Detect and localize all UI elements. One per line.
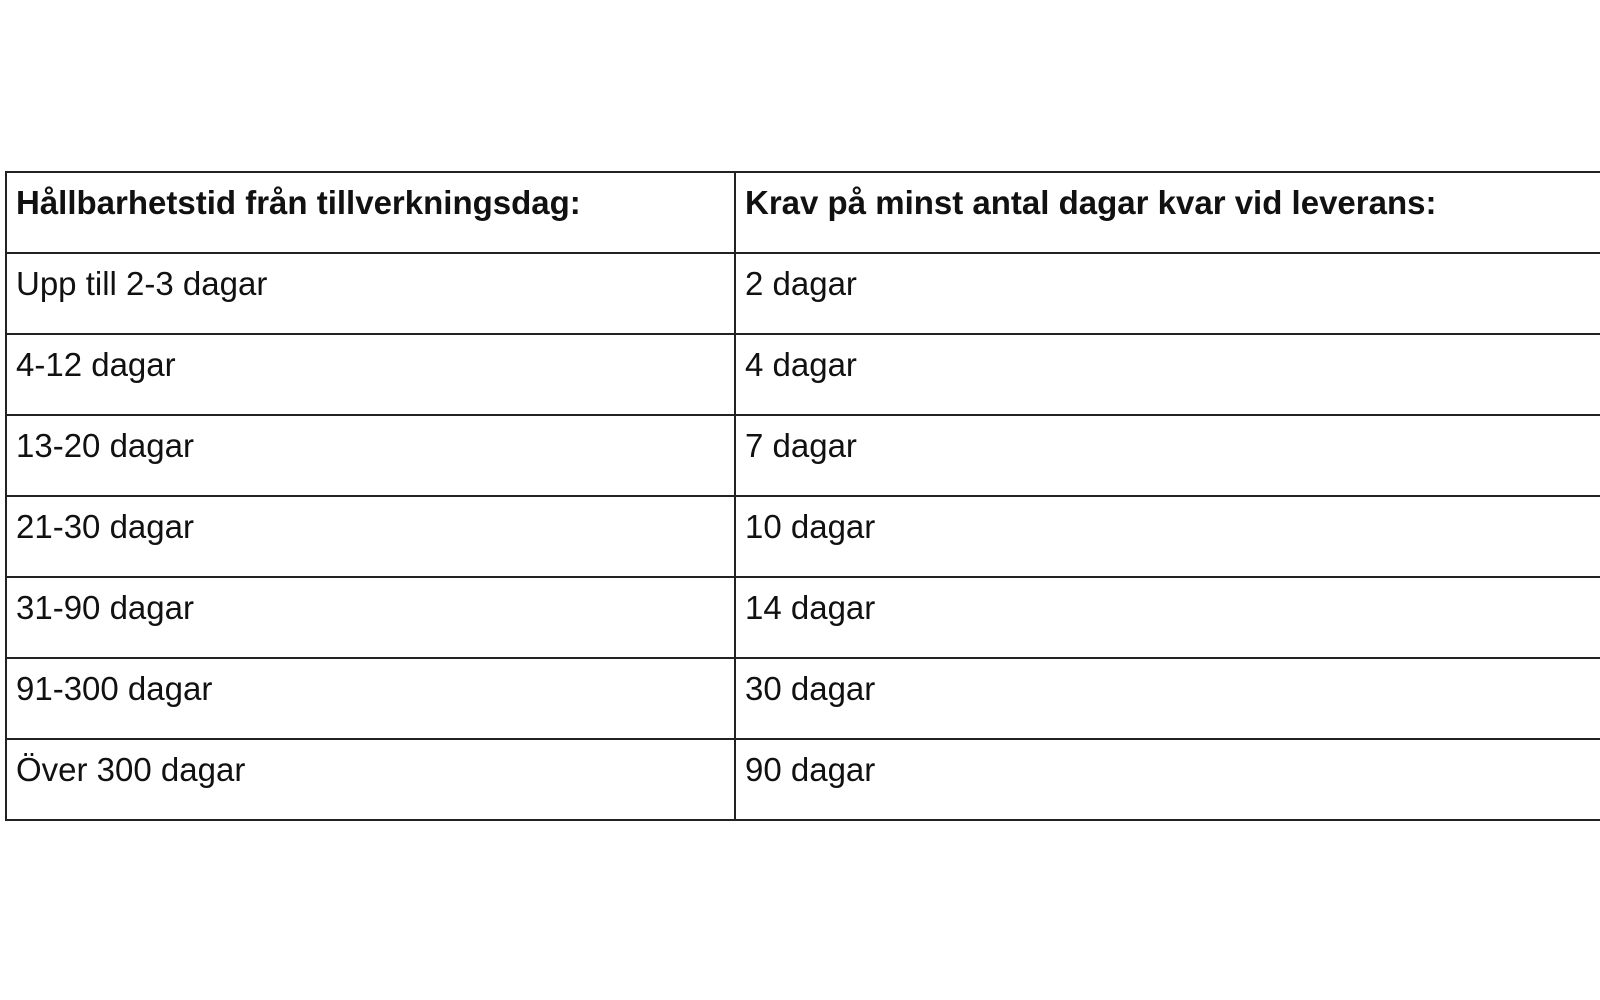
cell-min-days: 14 dagar <box>735 577 1600 658</box>
cell-min-days: 30 dagar <box>735 658 1600 739</box>
table-row <box>6 496 1600 577</box>
table-header-row <box>6 172 1600 253</box>
table-row <box>6 253 1600 334</box>
cell-min-days: 7 dagar <box>735 415 1600 496</box>
table-row <box>6 658 1600 739</box>
cell-shelf-life: 21-30 dagar <box>6 496 735 577</box>
table-row <box>6 739 1600 820</box>
cell-shelf-life: Över 300 dagar <box>6 739 735 820</box>
table-row <box>6 415 1600 496</box>
table-row <box>6 577 1600 658</box>
cell-shelf-life: Upp till 2-3 dagar <box>6 253 735 334</box>
shelf-life-table <box>5 171 1600 821</box>
cell-shelf-life: 13-20 dagar <box>6 415 735 496</box>
header-shelf-life: Hållbarhetstid från tillverkningsdag: <box>6 172 735 253</box>
cell-shelf-life: 4-12 dagar <box>6 334 735 415</box>
header-min-days-remaining: Krav på minst antal dagar kvar vid leverans: <box>735 172 1600 253</box>
cell-min-days: 90 dagar <box>735 739 1600 820</box>
cell-min-days: 2 dagar <box>735 253 1600 334</box>
shelf-life-table-container <box>5 171 1600 821</box>
table-row <box>6 334 1600 415</box>
cell-min-days: 10 dagar <box>735 496 1600 577</box>
cell-shelf-life: 91-300 dagar <box>6 658 735 739</box>
cell-min-days: 4 dagar <box>735 334 1600 415</box>
cell-shelf-life: 31-90 dagar <box>6 577 735 658</box>
